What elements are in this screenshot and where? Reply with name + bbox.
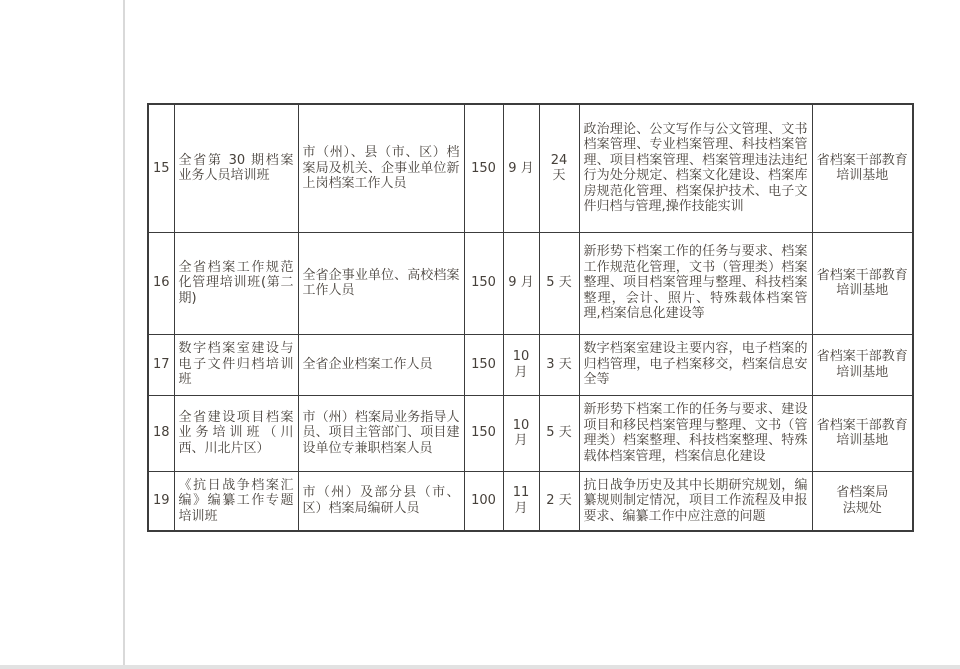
table-row <box>148 395 913 471</box>
duration-cell: 5 天 <box>539 232 579 334</box>
quota-cell: 150 <box>464 232 503 334</box>
row-number-cell: 16 <box>148 232 174 334</box>
audience-cell: 市（州）及部分县（市、区）档案局编研人员 <box>298 471 464 531</box>
month-cell: 9 月 <box>503 232 539 334</box>
audience-cell: 市（州）、县（市、区）档案局及机关、企事业单位新上岗档案工作人员 <box>298 104 464 232</box>
organizer-cell <box>812 471 913 531</box>
course-content-cell: 新形势下档案工作的任务与要求、档案工作规范化管理，文书（管理类）档案整理、项目档案管理与整理、科技档案整理，会计、照片、特殊载体档案管理,档案信息化建设等 <box>579 232 812 334</box>
quota-cell: 150 <box>464 395 503 471</box>
table-row <box>148 334 913 395</box>
table-row <box>148 232 913 334</box>
course-name-cell: 全省建设项目档案业务培训班（川西、川北片区） <box>174 395 298 471</box>
organizer-line: 省档案干部教育 <box>816 267 908 283</box>
month-cell: 10月 <box>503 334 539 395</box>
audience-cell: 全省企业档案工作人员 <box>298 334 464 395</box>
month-cell: 11月 <box>503 471 539 531</box>
duration-cell: 2 天 <box>539 471 579 531</box>
course-name-cell: 全省档案工作规范化管理培训班(第二期) <box>174 232 298 334</box>
organizer-cell <box>812 395 913 471</box>
organizer-line: 培训基地 <box>836 433 889 448</box>
course-content-cell: 数字档案室建设主要内容，电子档案的归档管理，电子档案移交，档案信息安全等 <box>579 334 812 395</box>
course-name-cell: 数字档案室建设与电子文件归档培训班 <box>174 334 298 395</box>
organizer-cell <box>812 104 913 232</box>
duration-cell: 5 天 <box>539 395 579 471</box>
row-number-cell: 17 <box>148 334 174 395</box>
month-cell: 10月 <box>503 395 539 471</box>
organizer-line: 培训基地 <box>836 168 889 184</box>
training-schedule-table <box>147 103 914 532</box>
row-number-cell: 15 <box>148 104 174 232</box>
page-bottom-edge <box>0 665 960 669</box>
duration-cell: 24 天 <box>539 104 579 232</box>
course-content-cell: 抗日战争历史及其中长期研究规划，编纂规则制定情况，项目工作流程及申报要求、编纂工作中应注意的问题 <box>579 471 812 531</box>
course-content-cell: 政治理论、公文写作与公文管理、文书档案管理、专业档案管理、科技档案管理、项目档案管理、档案管理违法违纪行为处分规定、档案文化建设、档案库房规范化管理、档案保护技术、电子文件归档与管理,操作技能实训 <box>579 104 812 232</box>
month-cell: 9 月 <box>503 104 539 232</box>
organizer-line: 培训基地 <box>836 364 889 380</box>
row-number-cell: 18 <box>148 395 174 471</box>
page-margin-guide-line <box>123 0 125 667</box>
organizer-line: 省档案干部教育 <box>816 417 908 433</box>
audience-cell: 全省企事业单位、高校档案工作人员 <box>298 232 464 334</box>
organizer-line: 培训基地 <box>836 283 889 298</box>
quota-cell: 150 <box>464 104 503 232</box>
course-name-cell: 《抗日战争档案汇编》编纂工作专题培训班 <box>174 471 298 531</box>
organizer-cell <box>812 232 913 334</box>
course-name-cell: 全省第 30 期档案业务人员培训班 <box>174 104 298 232</box>
organizer-cell <box>812 334 913 395</box>
quota-cell: 150 <box>464 334 503 395</box>
organizer-line: 省档案局 <box>836 485 889 501</box>
quota-cell: 100 <box>464 471 503 531</box>
organizer-line: 省档案干部教育 <box>816 152 908 168</box>
table-row <box>148 471 913 531</box>
row-number-cell: 19 <box>148 471 174 531</box>
course-content-cell: 新形势下档案工作的任务与要求、建设项目和移民档案管理与整理、文书（管理类）档案整理、科技档案整理、特殊载体档案管理，档案信息化建设 <box>579 395 812 471</box>
organizer-line: 法规处 <box>842 500 882 516</box>
organizer-line: 省档案干部教育 <box>816 349 908 364</box>
duration-cell: 3 天 <box>539 334 579 395</box>
audience-cell: 市（州）档案局业务指导人员、项目主管部门、项目建设单位专兼职档案人员 <box>298 395 464 471</box>
table-row <box>148 104 913 232</box>
